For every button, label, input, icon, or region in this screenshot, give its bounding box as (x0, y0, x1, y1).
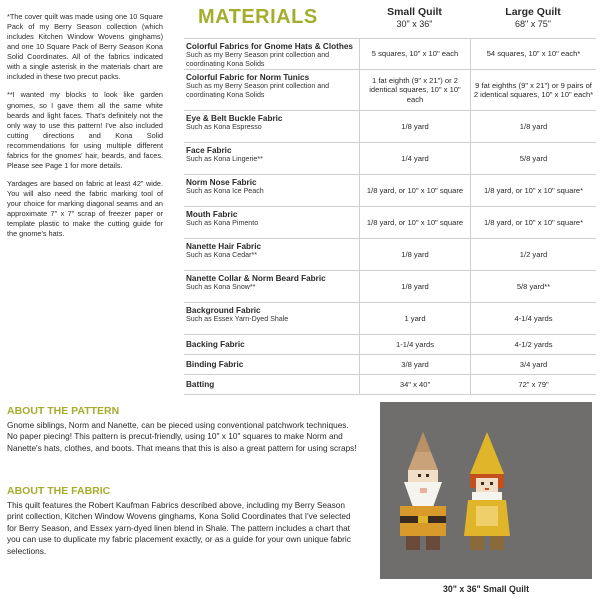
fabric-name: Backing Fabric (186, 340, 245, 349)
fabric-name: Colorful Fabric for Norm Tunics (186, 73, 310, 82)
table-row (184, 355, 596, 375)
small-quilt-amount: 1-1/4 yards (359, 335, 470, 354)
small-quilt-amount: 1 fat eighth (9" x 21") or 2 identical squares, 10" x 10" each (359, 70, 470, 110)
small-quilt-amount: 1/8 yard, or 10" x 10" square (359, 207, 470, 238)
fabric-name: Batting (186, 380, 215, 389)
large-quilt-amount: 4-1/2 yards (470, 335, 596, 354)
large-quilt-amount: 5/8 yard** (470, 271, 596, 302)
large-quilt-amount: 4-1/4 yards (470, 303, 596, 334)
large-quilt-amount: 1/8 yard (470, 111, 596, 142)
about-pattern-body: Gnome siblings, Norm and Nanette, can be pieced using conventional patchwork techniques. No paper piecing! This pattern is precut-friendly, using 10" x 10" squares to make Norm and Nanette's hats, clothes, and boots. That means that this is also a great pattern for using scraps! (7, 420, 357, 453)
quilt-photo-caption: 30" x 36" Small Quilt (442, 584, 530, 594)
about-fabric-title: ABOUT THE FABRIC (7, 485, 111, 497)
materials-title: MATERIALS (198, 6, 318, 28)
large-quilt-amount: 9 fat eighths (9" x 21") or 9 pairs of 2 identical squares, 10" x 10" each* (470, 70, 596, 110)
table-row (184, 335, 596, 355)
gnome-quilt-illustration (380, 402, 592, 579)
small-quilt-amount: 34" x 40" (359, 375, 470, 394)
large-quilt-amount: 1/8 yard, or 10" x 10" square* (470, 207, 596, 238)
table-row (184, 38, 596, 70)
fabric-suggestion: Such as Kona Cedar** (186, 251, 257, 259)
small-quilt-amount: 1/8 yard (359, 271, 470, 302)
table-row (184, 175, 596, 207)
fabric-suggestion: Such as Kona Espresso (186, 123, 262, 131)
small-quilt-amount: 5 squares, 10" x 10" each (359, 39, 470, 69)
table-row (184, 271, 596, 303)
table-row (184, 239, 596, 271)
fabric-name: Background Fabric (186, 306, 261, 315)
small-quilt-amount: 1/8 yard (359, 239, 470, 270)
fabric-name: Eye & Belt Buckle Fabric (186, 114, 283, 123)
small-quilt-amount: 3/8 yard (359, 355, 470, 374)
small-quilt-size: 30" x 36" (396, 18, 433, 29)
fabric-name: Nanette Hair Fabric (186, 242, 262, 251)
small-quilt-label: Small Quilt (387, 6, 442, 18)
large-quilt-amount: 1/8 yard, or 10" x 10" square* (470, 175, 596, 206)
about-fabric-body: This quilt features the Robert Kaufman Fabrics described above, including my Berry Season print collection, Kitchen Window Wovens ginghams, Kona Solid Coordinates that I've selected for Berry Season, and Essex yarn-dyed linen blend in Shale. The pattern includes a chart that you can use to duplicate my fabric placement exactly, or as a guide for your own unique fabric selections. (7, 500, 351, 556)
note-yardage: Yardages are based on fabric at least 42" wide. You will also need the fabric marking tool of your choice for marking diagonal seams and an approximate 7" x 7" scrap of freezer paper or template plastic to make the cutting guide for the gnome's hats. (7, 178, 163, 239)
materials-table (184, 38, 596, 395)
fabric-name: Face Fabric (186, 146, 232, 155)
sidebar-notes (7, 12, 163, 247)
large-quilt-size: 68" x 75" (515, 18, 551, 29)
table-row (184, 70, 596, 111)
large-quilt-header (470, 6, 596, 29)
fabric-suggestion: Such as Kona Snow** (186, 283, 256, 291)
small-quilt-amount: 1/8 yard, or 10" x 10" square (359, 175, 470, 206)
large-quilt-amount: 54 squares, 10" x 10" each* (470, 39, 596, 69)
quilt-photo (380, 402, 592, 579)
fabric-suggestion: Such as Kona Ice Peach (186, 187, 264, 195)
large-quilt-amount: 3/4 yard (470, 355, 596, 374)
fabric-suggestion: Such as Kona Lingerie** (186, 155, 263, 163)
table-row (184, 303, 596, 335)
large-quilt-amount: 5/8 yard (470, 143, 596, 174)
note-precut-packs: *The cover quilt was made using one 10 Square Pack of my Berry Season collection (which includes Kitchen Window Wovens ginghams) and one 10 Square Pack of Berry Season Kona Solid Coordinates. All of the fabrics indicated with a single asterisk in the materials chart are included in these two precut packs. (7, 12, 163, 82)
table-row (184, 375, 596, 395)
fabric-suggestion: Such as my Berry Season print collection and coordinating Kona Solids (186, 51, 330, 68)
fabric-name: Colorful Fabrics for Gnome Hats & Clothes (186, 42, 353, 51)
small-quilt-amount: 1 yard (359, 303, 470, 334)
fabric-name: Binding Fabric (186, 360, 244, 369)
table-row (184, 207, 596, 239)
fabric-name: Nanette Collar & Norm Beard Fabric (186, 274, 326, 283)
fabric-suggestion: Such as Kona Pimento (186, 219, 259, 227)
small-quilt-amount: 1/8 yard (359, 111, 470, 142)
small-quilt-header (359, 6, 470, 29)
fabric-name: Norm Nose Fabric (186, 178, 257, 187)
fabric-suggestion: Such as my Berry Season print collection and coordinating Kona Solids (186, 82, 330, 99)
large-quilt-label: Large Quilt (505, 6, 561, 18)
large-quilt-amount: 72" x 79" (470, 375, 596, 394)
fabric-name: Mouth Fabric (186, 210, 238, 219)
note-gnome-faces: **I wanted my blocks to look like garden gnomes, so I gave them all the same white beards and light faces. That's definitely not the only way to use this pattern! I've also included cutting directions and Kona Solid recommendations for using multiple different fabrics for the gnomes' hair, beards, and faces. Please see Page 1 for more details. (7, 90, 163, 170)
small-quilt-amount: 1/4 yard (359, 143, 470, 174)
table-row (184, 143, 596, 175)
about-pattern-title: ABOUT THE PATTERN (7, 405, 120, 417)
fabric-suggestion: Such as Essex Yarn-Dyed Shale (186, 315, 289, 323)
table-row (184, 111, 596, 143)
large-quilt-amount: 1/2 yard (470, 239, 596, 270)
